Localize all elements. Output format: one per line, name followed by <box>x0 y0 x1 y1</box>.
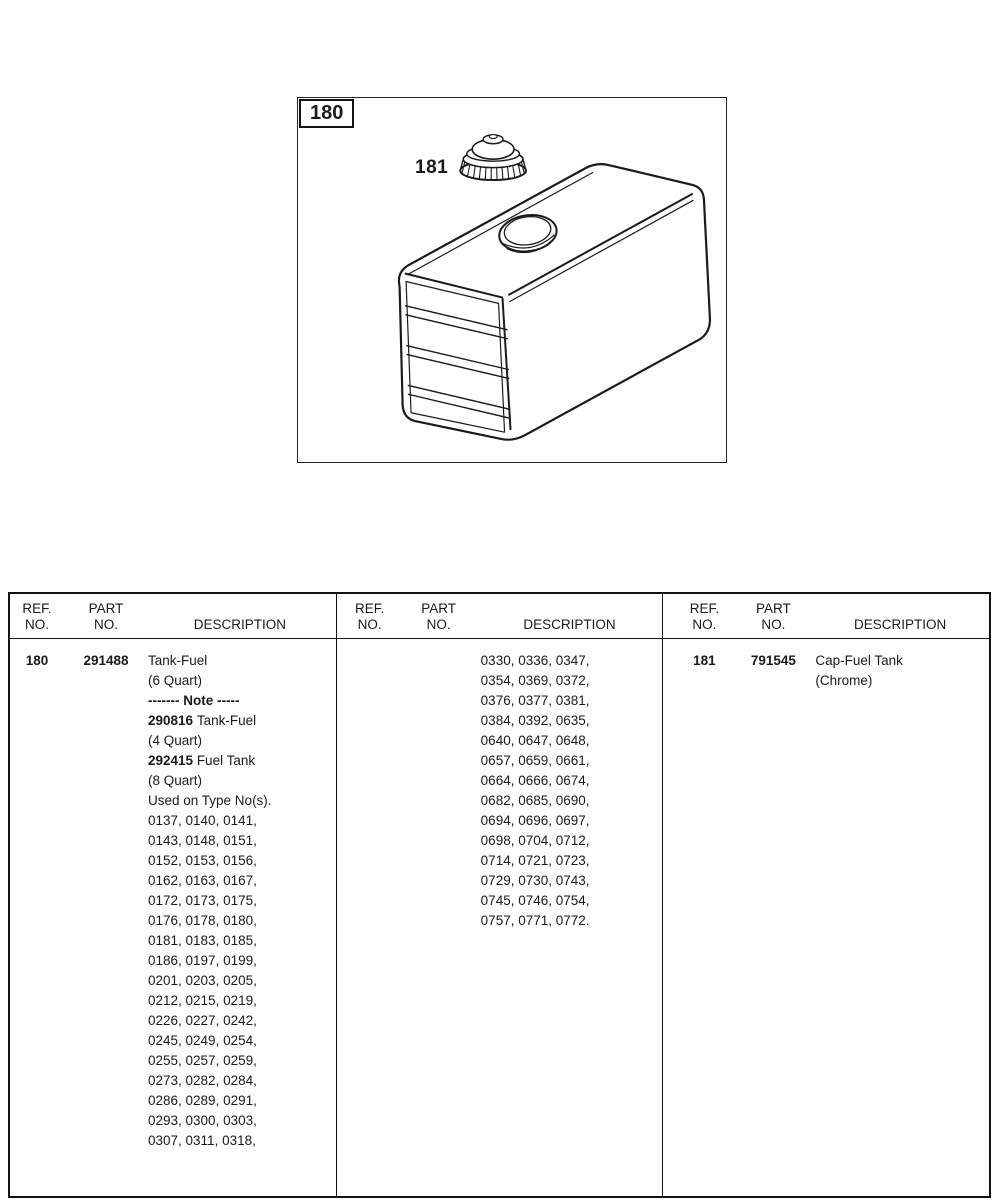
description-line: 290816 Tank-Fuel <box>148 713 257 728</box>
header-ref-line1: REF. <box>355 601 385 616</box>
description-line: 0698, 0704, 0712, <box>480 833 590 848</box>
description-line: 0286, 0289, 0291, <box>148 1093 257 1108</box>
header-part-no <box>397 600 481 633</box>
table-header-2 <box>337 594 663 639</box>
description-line: 292415 Fuel Tank <box>148 753 256 768</box>
header-ref-line2: NO. <box>24 617 49 632</box>
description-line: Used on Type No(s). <box>148 793 272 808</box>
description-line: 0714, 0721, 0723, <box>480 853 590 868</box>
ref-no-cell: 180 <box>25 653 49 668</box>
ref-no-cell: 181 <box>693 653 716 668</box>
description-line: 0640, 0647, 0648, <box>480 733 590 748</box>
header-part-line1: PART <box>88 601 124 616</box>
part-no-cell <box>397 651 481 931</box>
description-line: 0273, 0282, 0284, <box>148 1073 257 1088</box>
description-line: 0354, 0369, 0372, <box>480 673 590 688</box>
header-part-line2: NO. <box>761 617 786 632</box>
description-line: 0664, 0666, 0674, <box>480 773 590 788</box>
description-line: ------- Note ----- <box>148 693 240 708</box>
description-cell <box>148 651 332 1151</box>
table-body-1 <box>10 639 336 1151</box>
header-part-no <box>64 600 148 633</box>
description-line: 0245, 0249, 0254, <box>148 1033 257 1048</box>
header-ref-line1: REF. <box>22 601 52 616</box>
header-description: DESCRIPTION <box>523 617 616 632</box>
description-line: 0657, 0659, 0661, <box>480 753 590 768</box>
description-line: 0384, 0392, 0635, <box>480 713 590 728</box>
diagram-ref-badge: 180 <box>299 99 354 128</box>
description-line: (4 Quart) <box>148 733 203 748</box>
header-part-line1: PART <box>755 601 791 616</box>
description-line: 0226, 0227, 0242, <box>148 1013 257 1028</box>
diagram-panel <box>297 97 727 463</box>
parts-column-1 <box>10 594 336 1196</box>
parts-table <box>8 592 991 1198</box>
callout-181-label: 181 <box>415 157 449 178</box>
header-part-line2: NO. <box>93 617 118 632</box>
description-line: 0255, 0257, 0259, <box>148 1053 257 1068</box>
table-header-3 <box>663 594 989 639</box>
header-ref-line2: NO. <box>357 617 382 632</box>
description-line: 0682, 0685, 0690, <box>480 793 590 808</box>
header-description: DESCRIPTION <box>193 617 286 632</box>
header-ref-no <box>677 600 731 633</box>
table-header-1 <box>10 594 336 639</box>
header-part-line1: PART <box>421 601 457 616</box>
header-ref-no <box>10 600 64 633</box>
fuel-tank-art <box>399 164 710 440</box>
description-cell <box>815 651 985 691</box>
description-line: (Chrome) <box>815 673 873 688</box>
description-line: 0293, 0300, 0303, <box>148 1113 257 1128</box>
header-ref-line2: NO. <box>692 617 717 632</box>
header-part-no <box>731 600 815 633</box>
header-part-line2: NO. <box>426 617 451 632</box>
description-line: 0162, 0163, 0167, <box>148 873 257 888</box>
description-line: 0201, 0203, 0205, <box>148 973 257 988</box>
description-line: 0694, 0696, 0697, <box>480 813 590 828</box>
table-body-2 <box>337 639 663 931</box>
description-line: 0330, 0336, 0347, <box>480 653 590 668</box>
description-line: (8 Quart) <box>148 773 203 788</box>
description-cell <box>481 651 659 931</box>
description-line: 0137, 0140, 0141, <box>148 813 257 828</box>
description-line: 0307, 0311, 0318, <box>148 1133 256 1148</box>
description-line: 0729, 0730, 0743, <box>480 873 590 888</box>
description-line: 0757, 0771, 0772. <box>480 913 590 928</box>
parts-column-2 <box>336 594 663 1196</box>
description-line: Tank-Fuel <box>148 653 208 668</box>
description-line: 0181, 0183, 0185, <box>148 933 257 948</box>
description-line: 0376, 0377, 0381, <box>480 693 590 708</box>
description-line: 0212, 0215, 0219, <box>148 993 257 1008</box>
fuel-tank-illustration <box>298 98 726 462</box>
header-ref-no <box>343 600 397 633</box>
fuel-cap-art <box>460 135 526 180</box>
description-line: (6 Quart) <box>148 673 203 688</box>
description-line: 0186, 0197, 0199, <box>148 953 257 968</box>
description-line: 0176, 0178, 0180, <box>148 913 257 928</box>
table-body-3 <box>663 639 989 691</box>
header-description: DESCRIPTION <box>854 617 947 632</box>
part-no-cell: 291488 <box>83 653 129 668</box>
description-line: 0172, 0173, 0175, <box>148 893 257 908</box>
description-line: 0745, 0746, 0754, <box>480 893 590 908</box>
description-line: 0143, 0148, 0151, <box>148 833 257 848</box>
part-no-cell: 791545 <box>750 653 796 668</box>
description-line: 0152, 0153, 0156, <box>148 853 257 868</box>
ref-no-cell <box>343 651 397 931</box>
parts-column-3 <box>662 594 989 1196</box>
description-line: Cap-Fuel Tank <box>815 653 903 668</box>
header-ref-line1: REF. <box>689 601 719 616</box>
